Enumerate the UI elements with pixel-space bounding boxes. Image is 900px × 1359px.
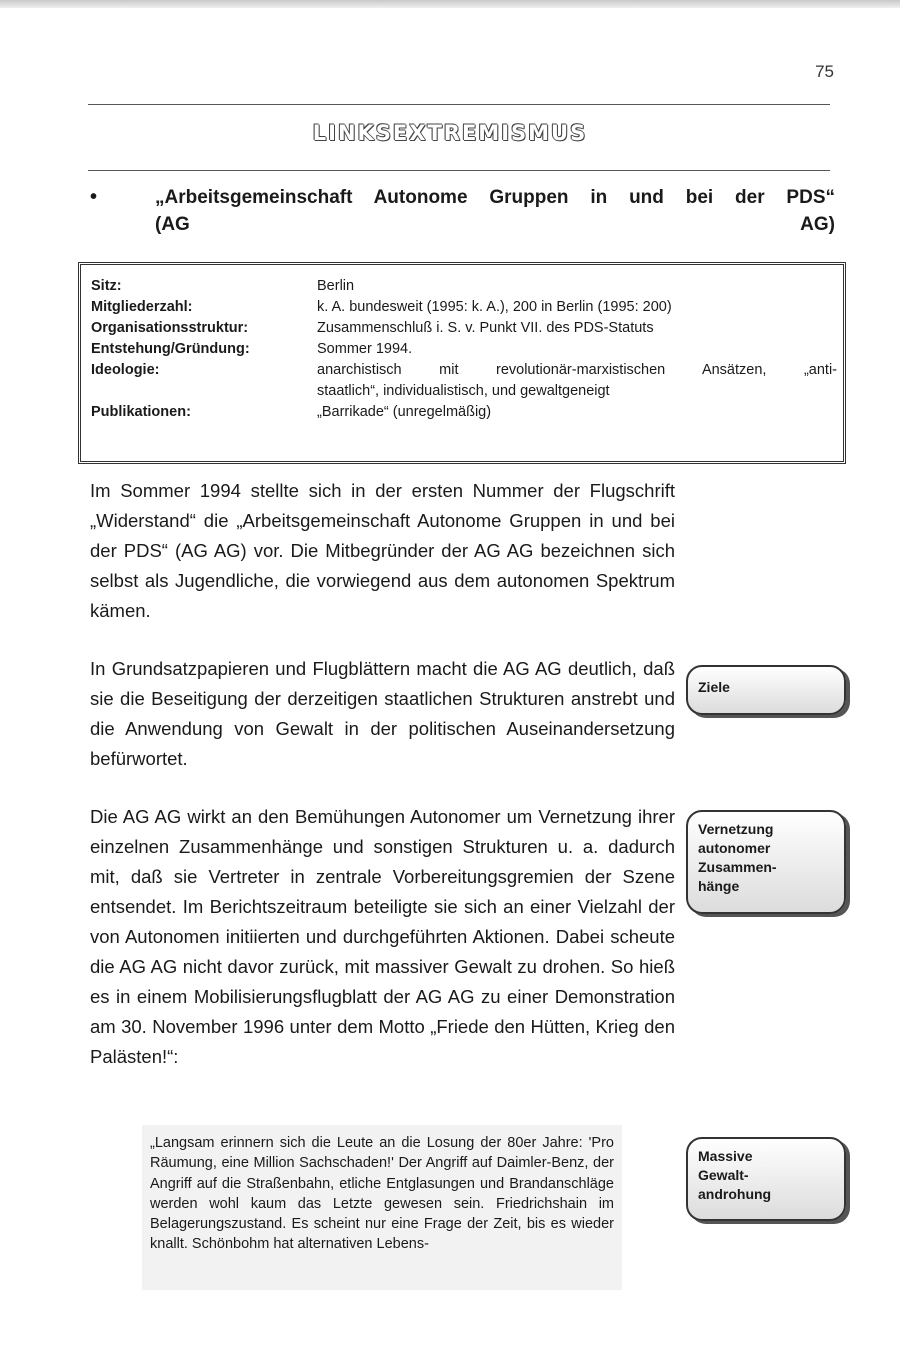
quote-box xyxy=(142,1125,622,1290)
organization-heading xyxy=(90,184,835,238)
margin-note-line: Ziele xyxy=(698,679,730,695)
info-label: Mitgliederzahl: xyxy=(91,299,193,315)
margin-note-line: Vernetzung xyxy=(698,821,774,837)
margin-note-line: androhung xyxy=(698,1186,772,1202)
organization-title-line1: „Arbeitsgemeinschaft Autonome Gruppen in und bei der PDS“ xyxy=(155,187,835,208)
info-value: Zusammenschluß i. S. v. Punkt VII. des PDS-Statuts xyxy=(317,320,654,336)
info-label: Organisationsstruktur: xyxy=(91,320,249,336)
info-value: Berlin xyxy=(317,278,355,294)
margin-note-ziele xyxy=(686,665,846,715)
body-paragraph-3: Die AG AG wirkt an den Bemühungen Autonomer um Vernetzung ihrer einzelnen Zusammenhänge und sonstigen Strukturen u. a. dadurch mit, daß sie Vertreter in zentrale Vorbereitungsgremien der Szene entsendet. Im Berichtszeitraum beteiligte sie sich an einer Vielzahl der von Autonomen initiierten und durchgeführten Aktionen. Dabei scheute die AG AG nicht davor zurück, mit massiver Gewalt zu drohen. So hieß es in einem Mobilisierungsflugblatt der AG AG zu einer Demonstration am 30. November 1996 unter dem Motto „Friede den Hütten, Krieg den Palästen!“: xyxy=(90,806,675,1067)
margin-note-line: Gewalt- xyxy=(698,1167,749,1183)
quote-text: „Langsam erinnern sich die Leute an die Losung der 80er Jahre: 'Pro Räumung, eine Million Sachschaden!' Der Angriff auf Daimler-Benz, der Angriff auf die Straßenbahn, etliche Entglasungen und Brandanschläge werden wohl kaum das Letzte gewesen sein. Friedrichshain im Belagerungszustand. Es scheint nur eine Frage der Zeit, bis es wieder knallt. Schönbohm hat alternativen Lebens- xyxy=(150,1135,614,1253)
margin-note-line: autonomer xyxy=(698,840,771,856)
info-label: Sitz: xyxy=(91,278,122,294)
info-value: Sommer 1994. xyxy=(317,341,413,357)
margin-note-line: Zusammen- xyxy=(698,859,777,875)
info-value-continued: staatlich“, individualistisch, und gewaltgeneigt xyxy=(317,383,610,399)
info-label: Publikationen: xyxy=(91,404,191,420)
info-label: Ideologie: xyxy=(91,362,160,378)
scan-top-edge xyxy=(0,0,900,8)
margin-note-vernetzung xyxy=(686,810,846,914)
body-paragraph-2: In Grundsatzpapieren und Flugblättern macht die AG AG deutlich, daß sie die Beseitigung der derzeitigen staatlichen Strukturen anstrebt und die Anwendung von Gewalt in der politischen Auseinandersetzung befürwortet. xyxy=(90,658,675,769)
margin-note-line: Massive xyxy=(698,1148,753,1164)
info-value: „Barrikade“ (unregelmäßig) xyxy=(317,404,492,420)
bullet-icon: • xyxy=(90,186,98,208)
info-value: anarchistisch mit revolutionär-marxistischen Ansätzen, „anti- xyxy=(317,362,837,378)
organization-info-box xyxy=(78,262,846,464)
body-paragraph-1: Im Sommer 1994 stellte sich in der ersten Nummer der Flugschrift „Widerstand“ die „Arbeitsgemeinschaft Autonome Gruppen in und bei der PDS“ (AG AG) vor. Die Mitbegründer der AG AG bezeichnen sich selbst als Jugendliche, die vorwiegend aus dem autonomen Spektrum kämen. xyxy=(90,480,675,621)
info-label: Entstehung/Gründung: xyxy=(91,341,250,357)
organization-title-line2: (AG AG) xyxy=(155,214,835,235)
header-rule-top xyxy=(88,104,830,105)
margin-note-gewalt xyxy=(686,1137,846,1221)
header-rule-bottom xyxy=(88,170,830,171)
page-number: 75 xyxy=(815,62,834,81)
organization-title xyxy=(155,184,835,238)
margin-note-line: hänge xyxy=(698,878,740,894)
section-title: LINKSEXTREMISMUS xyxy=(312,121,588,145)
info-value: k. A. bundesweit (1995: k. A.), 200 in Berlin (1995: 200) xyxy=(317,299,672,315)
